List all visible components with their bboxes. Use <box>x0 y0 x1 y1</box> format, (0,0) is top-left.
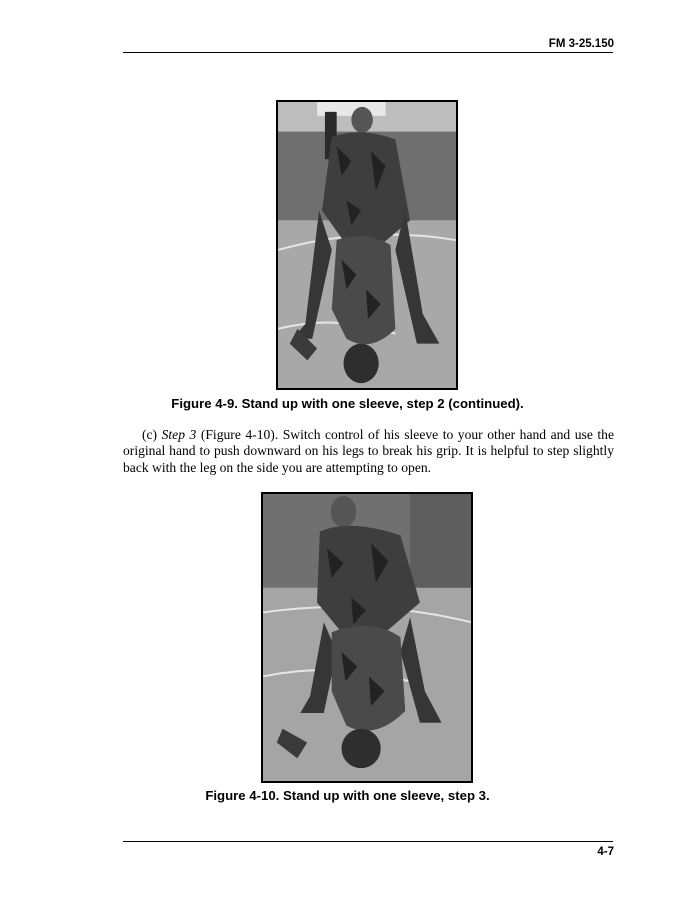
figure-4-9-photo <box>276 100 458 390</box>
step-name: Step 3 <box>161 427 197 442</box>
step-label-prefix: (c) <box>142 427 162 442</box>
document-id: FM 3-25.150 <box>548 38 614 50</box>
figure-4-9-caption: Figure 4-9. Stand up with one sleeve, step 2 (continued). <box>171 396 524 411</box>
footer-rule <box>123 841 613 842</box>
header-rule <box>123 52 613 53</box>
page-number: 4-7 <box>597 846 614 858</box>
figure-4-10-photo <box>261 492 473 783</box>
step-text: (Figure 4-10). Switch control of his sleeve to your other hand and use the original hand to push downward on his legs to break his grip. It is helpful to step slightly back with the leg on the side you are attempting to open. <box>123 427 614 475</box>
figure-4-10-caption: Figure 4-10. Stand up with one sleeve, step 3. <box>205 788 490 803</box>
step-3-paragraph <box>123 427 614 476</box>
